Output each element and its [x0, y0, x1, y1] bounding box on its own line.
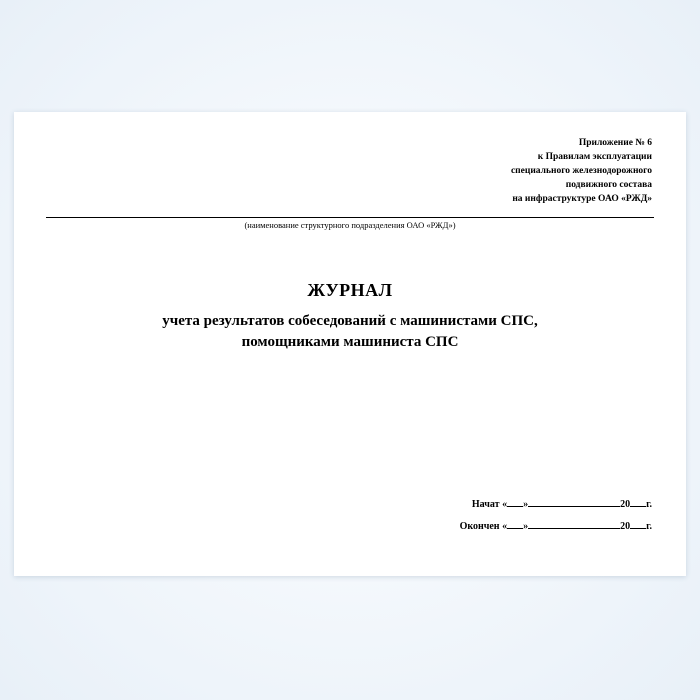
finished-year: 20 — [620, 521, 631, 532]
subdivision-caption: (наименование структурного подразделения ОАО «РЖД») — [244, 220, 456, 230]
finished-year-suffix: г. — [646, 521, 652, 532]
document-sheet — [14, 112, 686, 576]
started-month-blank[interactable] — [528, 496, 620, 507]
finished-month-blank[interactable] — [528, 518, 620, 529]
date-fields — [352, 494, 652, 538]
appendix-line-2: к Правилам эксплуатации — [537, 152, 652, 162]
subdivision-rule-line — [46, 217, 654, 218]
finished-row — [352, 516, 652, 538]
finished-day-blank[interactable] — [507, 518, 523, 529]
finished-quote-close: » — [523, 521, 529, 532]
document-subtitle-line-1: учета результатов собеседований с машинистами СПС, — [162, 313, 538, 329]
started-year-suffix: г. — [646, 499, 652, 510]
appendix-line-5: на инфраструктуре ОАО «РЖД» — [512, 194, 652, 204]
started-day-blank[interactable] — [507, 496, 523, 507]
appendix-line-1: Приложение № 6 — [578, 138, 652, 148]
finished-label: Окончен « — [459, 521, 508, 532]
started-year-blank[interactable] — [630, 496, 646, 507]
appendix-line-3: специального железнодорожного — [510, 166, 652, 176]
started-year: 20 — [620, 499, 631, 510]
started-label: Начат « — [471, 499, 508, 510]
title-block — [54, 280, 646, 353]
appendix-line-4: подвижного состава — [565, 180, 652, 190]
started-row — [352, 494, 652, 516]
sheet-inner — [14, 112, 686, 576]
document-subtitle-line-2: помощниками машиниста СПС — [241, 334, 459, 350]
finished-year-blank[interactable] — [630, 518, 646, 529]
document-subtitle — [54, 311, 646, 353]
document-title: ЖУРНАЛ — [307, 280, 393, 300]
appendix-reference — [322, 136, 652, 206]
started-quote-close: » — [523, 499, 529, 510]
